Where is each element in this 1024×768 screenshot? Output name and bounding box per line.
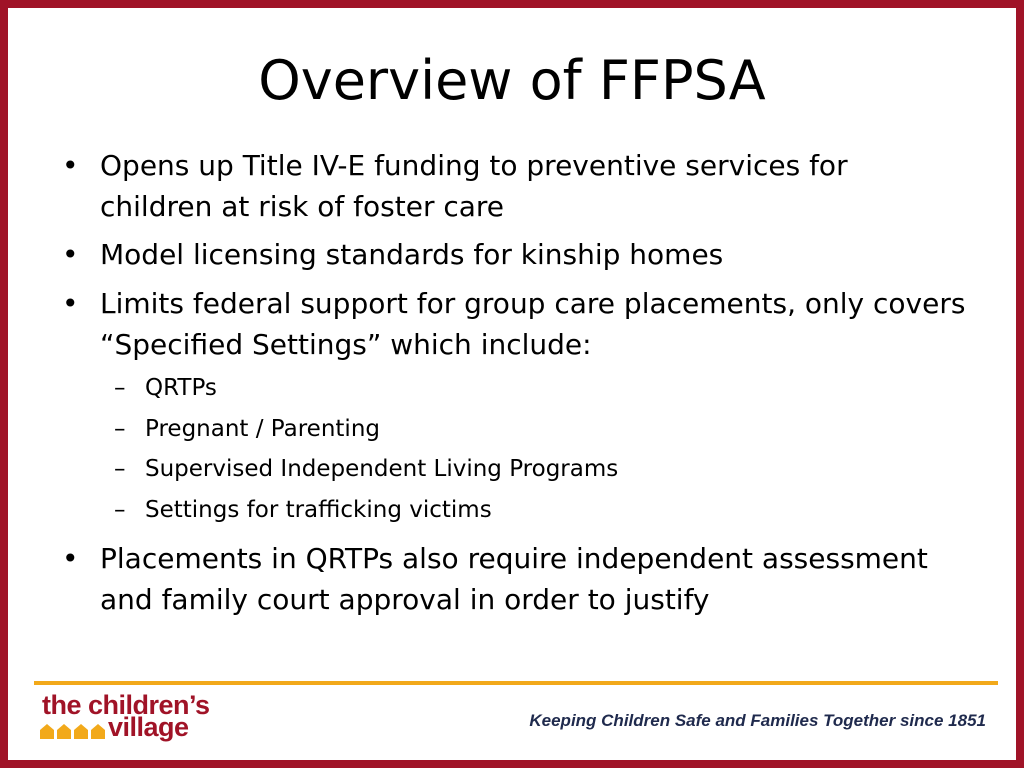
bullet-2-line-1: Model licensing standards for kinship homes: [100, 238, 724, 271]
bullet-marker: •: [62, 149, 79, 182]
sub-bullet-trafficking: Settings for trafficking victims: [145, 497, 492, 523]
bullet-4: [100, 538, 970, 620]
slide-frame: [8, 8, 1016, 760]
sub-bullet-pregnant-parenting: Pregnant / Parenting: [145, 416, 380, 442]
logo-text-line-1: the children’s: [42, 690, 210, 720]
bullet-3: [100, 283, 970, 365]
sub-bullet-marker: –: [114, 497, 126, 523]
bullet-2: [100, 234, 970, 275]
houses-icon: [40, 722, 106, 740]
bullet-4-line-1: Placements in QRTPs also require independent assessment: [100, 542, 928, 575]
bullet-3-line-1: Limits federal support for group care placements, only covers: [100, 287, 966, 320]
sub-bullet-marker: –: [114, 456, 126, 482]
bullet-marker: •: [62, 542, 79, 575]
sub-bullet-independent-living: Supervised Independent Living Programs: [145, 456, 619, 482]
bullet-marker: •: [62, 238, 79, 271]
bullet-1: [100, 145, 970, 227]
slide-content: [8, 8, 1016, 760]
bullet-3-line-2: “Specified Settings” which include:: [100, 328, 592, 361]
footer-tagline: Keeping Children Safe and Families Together since 1851: [529, 711, 986, 730]
sub-bullet-marker: –: [114, 375, 126, 401]
sub-bullet-marker: –: [114, 416, 126, 442]
footer-rule: [34, 681, 998, 685]
childrens-village-logo: [36, 690, 236, 746]
logo-text-line-2: village: [108, 712, 189, 742]
bullet-1-line-2: children at risk of foster care: [100, 190, 505, 223]
slide-title: Overview of FFPSA: [258, 49, 766, 112]
sub-bullet-qrtps: QRTPs: [145, 375, 217, 401]
bullet-marker: •: [62, 287, 79, 320]
bullet-1-line-1: Opens up Title IV-E funding to preventive services for: [100, 149, 848, 182]
bullet-4-line-2: and family court approval in order to justify: [100, 583, 710, 616]
